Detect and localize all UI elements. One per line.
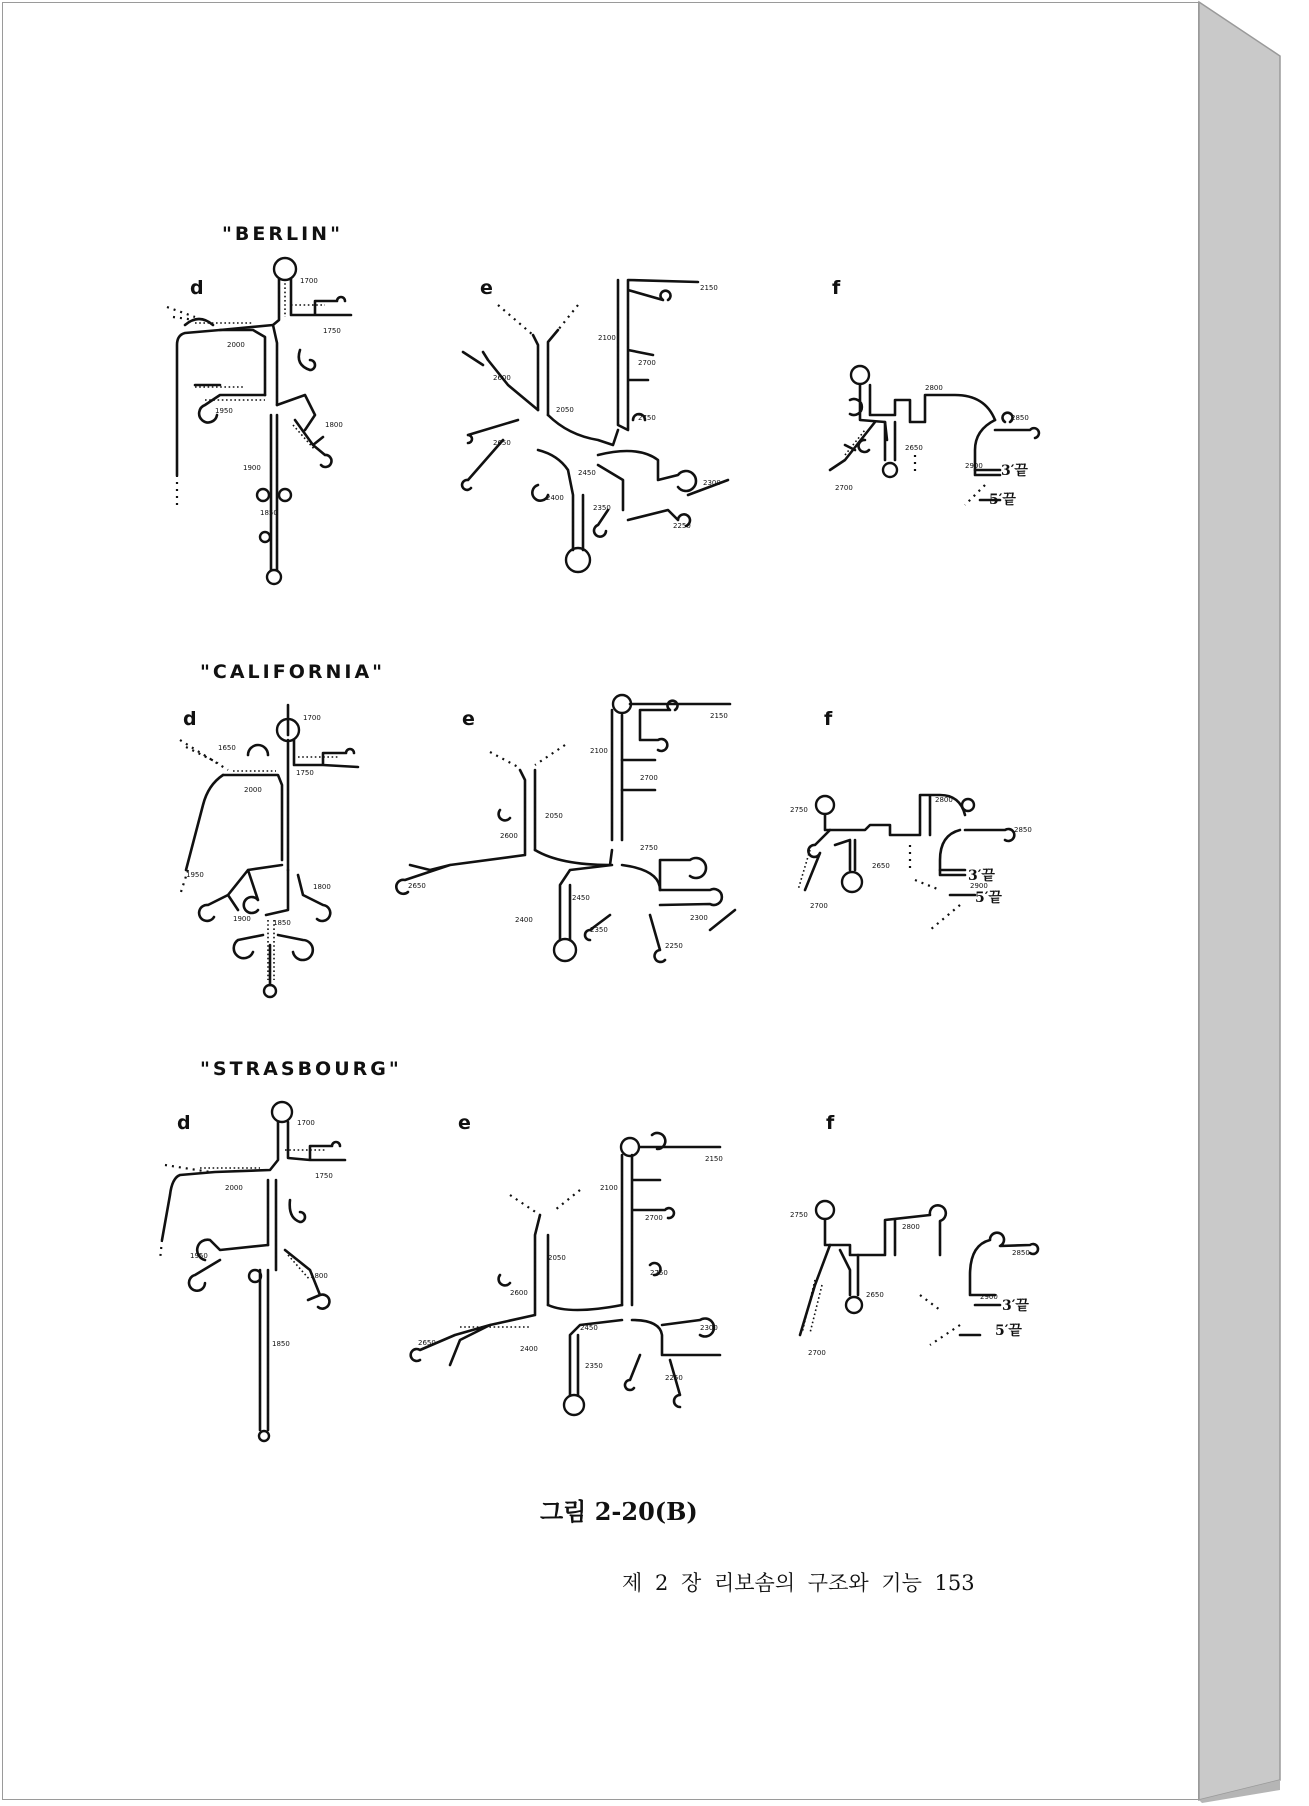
svg-text:2400: 2400 <box>515 916 533 924</box>
svg-text:2250: 2250 <box>673 522 691 530</box>
svg-text:1800: 1800 <box>313 883 331 891</box>
page-footer: 제 2 장 리보솜의 구조와 기능 153 <box>622 1571 975 1595</box>
svg-text:1750: 1750 <box>296 769 314 777</box>
svg-text:2700: 2700 <box>808 1349 826 1357</box>
panel-letter-f: f <box>826 1112 835 1134</box>
rna-structure-california-e <box>390 690 750 1000</box>
svg-text:3′끝: 3′끝 <box>1002 1298 1029 1314</box>
panel-letter-f: f <box>824 708 833 730</box>
svg-text:1750: 1750 <box>315 1172 333 1180</box>
svg-text:2850: 2850 <box>1014 826 1032 834</box>
svg-text:2800: 2800 <box>902 1223 920 1231</box>
svg-text:1950: 1950 <box>190 1252 208 1260</box>
svg-text:2400: 2400 <box>546 494 564 502</box>
svg-text:2750: 2750 <box>638 414 656 422</box>
svg-text:2700: 2700 <box>638 359 656 367</box>
rna-structure-california-f <box>790 790 1040 955</box>
svg-text:1850: 1850 <box>272 1340 290 1348</box>
svg-text:1700: 1700 <box>303 714 321 722</box>
svg-text:2350: 2350 <box>593 504 611 512</box>
rna-structure-berlin-d <box>165 255 395 585</box>
svg-text:2700: 2700 <box>645 1214 663 1222</box>
panel-letter-e: e <box>462 708 475 730</box>
svg-text:2050: 2050 <box>556 406 574 414</box>
svg-text:1650: 1650 <box>218 744 236 752</box>
svg-text:2700: 2700 <box>640 774 658 782</box>
svg-text:2750: 2750 <box>640 844 658 852</box>
svg-text:1850: 1850 <box>260 509 278 517</box>
svg-text:3′끝: 3′끝 <box>968 868 995 884</box>
svg-text:2650: 2650 <box>905 444 923 452</box>
svg-text:1800: 1800 <box>310 1272 328 1280</box>
rna-structure-california-d <box>178 695 398 1000</box>
svg-text:1700: 1700 <box>297 1119 315 1127</box>
svg-text:2750: 2750 <box>650 1269 668 1277</box>
svg-text:2650: 2650 <box>866 1291 884 1299</box>
rna-structure-berlin-e <box>448 270 768 580</box>
svg-text:1850: 1850 <box>273 919 291 927</box>
row-title-berlin: "BERLIN" <box>222 223 343 245</box>
svg-text:2250: 2250 <box>665 942 683 950</box>
figure-caption: 그림 2-20(B) <box>540 1497 698 1526</box>
svg-text:2650: 2650 <box>408 882 426 890</box>
svg-text:3′끝: 3′끝 <box>1001 463 1028 479</box>
svg-text:2800: 2800 <box>935 796 953 804</box>
svg-text:2100: 2100 <box>600 1184 618 1192</box>
panel-letter-f: f <box>832 277 841 299</box>
svg-text:1950: 1950 <box>215 407 233 415</box>
rna-structure-strasbourg-e <box>400 1125 755 1455</box>
rna-structure-strasbourg-d <box>160 1100 390 1450</box>
svg-text:2350: 2350 <box>585 1362 603 1370</box>
svg-text:2650: 2650 <box>418 1339 436 1347</box>
svg-text:2000: 2000 <box>227 341 245 349</box>
svg-text:2100: 2100 <box>590 747 608 755</box>
svg-text:2300: 2300 <box>700 1324 718 1332</box>
panel-letter-d: d <box>183 708 197 730</box>
rna-structure-strasbourg-f <box>790 1195 1050 1365</box>
svg-text:1900: 1900 <box>243 464 261 472</box>
svg-text:2450: 2450 <box>572 894 590 902</box>
svg-text:2150: 2150 <box>710 712 728 720</box>
svg-text:5′끝: 5′끝 <box>989 492 1016 508</box>
svg-text:2050: 2050 <box>548 1254 566 1262</box>
row-title-strasbourg: "STRASBOURG" <box>200 1058 402 1080</box>
svg-text:2250: 2250 <box>665 1374 683 1382</box>
svg-text:2900: 2900 <box>970 882 988 890</box>
svg-text:2700: 2700 <box>810 902 828 910</box>
svg-text:2150: 2150 <box>705 1155 723 1163</box>
svg-text:2150: 2150 <box>700 284 718 292</box>
svg-text:2300: 2300 <box>690 914 708 922</box>
svg-text:2700: 2700 <box>835 484 853 492</box>
svg-text:5′끝: 5′끝 <box>975 890 1002 906</box>
svg-text:2650: 2650 <box>493 439 511 447</box>
panel-letter-d: d <box>177 1112 191 1134</box>
svg-text:2100: 2100 <box>598 334 616 342</box>
rna-structure-berlin-f <box>815 360 1045 535</box>
svg-text:2450: 2450 <box>578 469 596 477</box>
svg-text:1800: 1800 <box>325 421 343 429</box>
panel-letter-e: e <box>480 277 493 299</box>
svg-text:2350: 2350 <box>590 926 608 934</box>
svg-text:5′끝: 5′끝 <box>995 1323 1022 1339</box>
svg-text:1700: 1700 <box>300 277 318 285</box>
svg-text:2450: 2450 <box>580 1324 598 1332</box>
svg-text:2300: 2300 <box>703 479 721 487</box>
svg-text:2000: 2000 <box>244 786 262 794</box>
svg-text:2750: 2750 <box>790 806 808 814</box>
panel-letter-d: d <box>190 277 204 299</box>
svg-text:2600: 2600 <box>500 832 518 840</box>
svg-text:2850: 2850 <box>1011 414 1029 422</box>
svg-text:1900: 1900 <box>233 915 251 923</box>
row-title-california: "CALIFORNIA" <box>200 661 386 683</box>
svg-text:2400: 2400 <box>520 1345 538 1353</box>
svg-text:2000: 2000 <box>225 1184 243 1192</box>
svg-text:2050: 2050 <box>545 812 563 820</box>
svg-text:2750: 2750 <box>790 1211 808 1219</box>
svg-text:2800: 2800 <box>925 384 943 392</box>
panel-letter-e: e <box>458 1112 471 1134</box>
svg-text:2850: 2850 <box>1012 1249 1030 1257</box>
svg-text:1950: 1950 <box>186 871 204 879</box>
svg-text:2900: 2900 <box>980 1293 998 1301</box>
svg-text:2600: 2600 <box>510 1289 528 1297</box>
svg-text:2650: 2650 <box>872 862 890 870</box>
svg-text:1750: 1750 <box>323 327 341 335</box>
svg-text:2600: 2600 <box>493 374 511 382</box>
svg-text:2900: 2900 <box>965 462 983 470</box>
